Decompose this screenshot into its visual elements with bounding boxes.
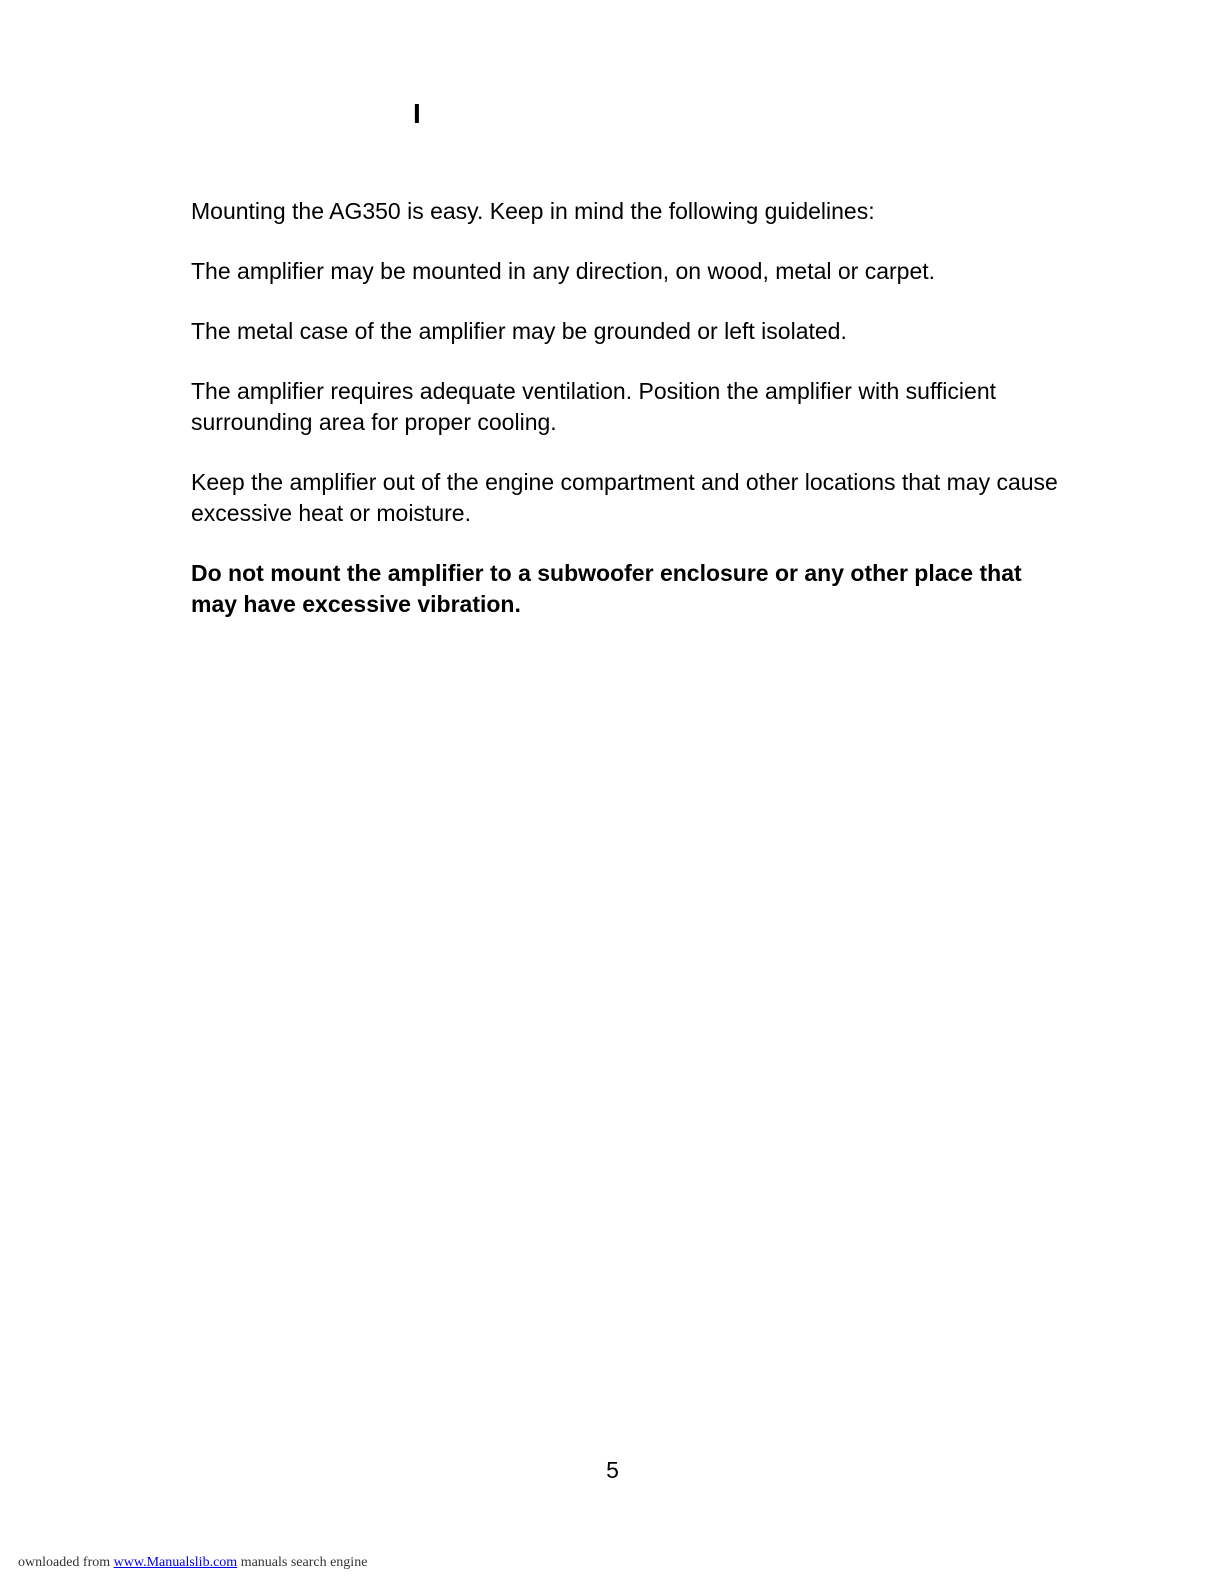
section-heading: I [413, 98, 421, 129]
intro-paragraph: Mounting the AG350 is easy. Keep in mind the following guidelines: [191, 198, 875, 224]
guideline-mounting-direction: The amplifier may be mounted in any direction, on wood, metal or carpet. [191, 258, 936, 284]
download-footer [18, 1554, 367, 1572]
footer-suffix: manuals search engine [237, 1555, 368, 1570]
guideline-heat-moisture: Keep the amplifier out of the engine compartment and other locations that may cause excessive heat or moisture. [191, 469, 1058, 526]
body-text [191, 196, 1071, 649]
manualslib-link[interactable]: www.Manualslib.com [113, 1555, 238, 1570]
footer-prefix: ownloaded from [18, 1555, 114, 1570]
guideline-grounding: The metal case of the amplifier may be grounded or left isolated. [191, 318, 847, 344]
vibration-warning: Do not mount the amplifier to a subwoofer enclosure or any other place that may have excessive vibration. [191, 560, 1022, 617]
page-number: 5 [606, 1457, 619, 1483]
guideline-ventilation: The amplifier requires adequate ventilation. Position the amplifier with sufficient surrounding area for proper cooling. [191, 378, 996, 435]
